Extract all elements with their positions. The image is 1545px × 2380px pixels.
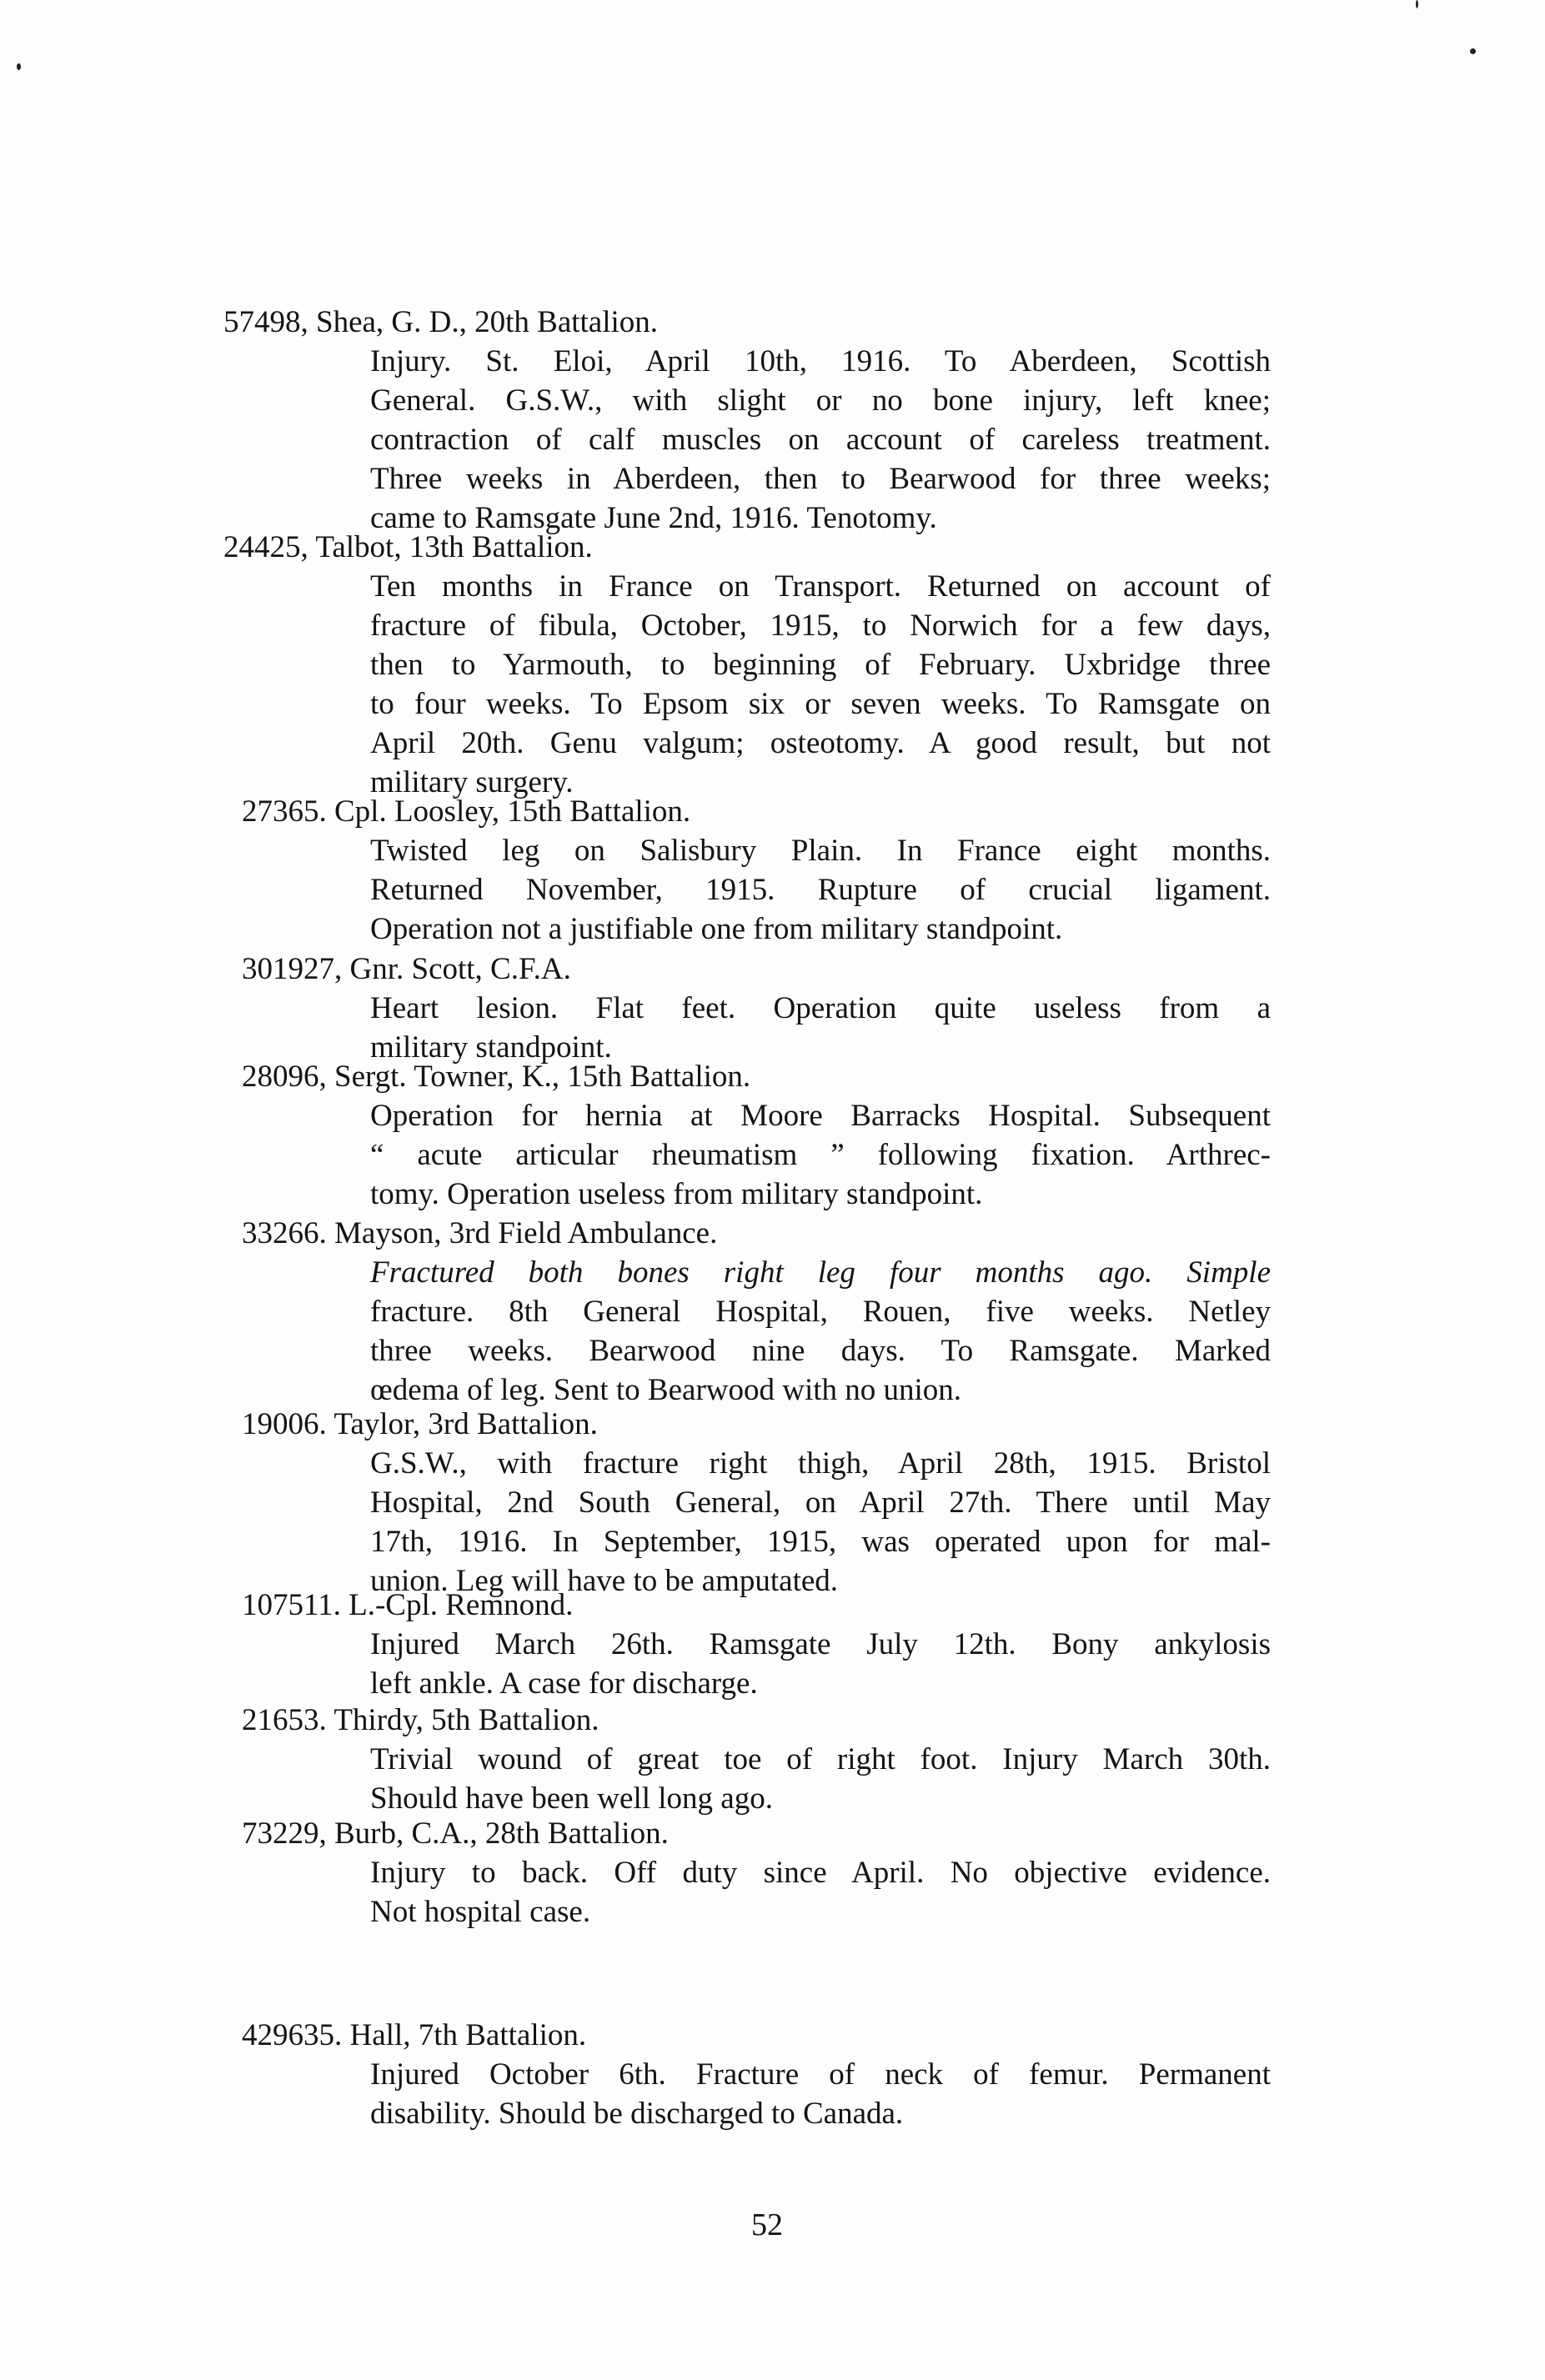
scan-speck	[1470, 48, 1476, 54]
case-text-line: Trivial wound of great toe of right foot. Injury March 30th.	[370, 1742, 1271, 1776]
case-heading: 27365. Cpl. Loosley, 15th Battalion.	[242, 794, 691, 829]
scan-speck	[17, 63, 21, 70]
case-text-line: Hospital, 2nd South General, on April 27th. There until May	[370, 1486, 1271, 1520]
case-text-line: Three weeks in Aberdeen, then to Bearwood for three weeks;	[370, 462, 1271, 496]
case-text-line: Twisted leg on Salisbury Plain. In France eight months.	[370, 834, 1271, 868]
case-text-line: military standpoint.	[370, 1030, 612, 1065]
case-text-line: Heart lesion. Flat feet. Operation quite useless from a	[370, 991, 1271, 1025]
case-text-line: Not hospital case.	[370, 1895, 591, 1929]
case-text-line: union. Leg will have to be amputated.	[370, 1564, 839, 1598]
case-heading: 19006. Taylor, 3rd Battalion.	[242, 1407, 598, 1441]
case-text-line: disability. Should be discharged to Canada.	[370, 2097, 904, 2131]
case-heading: 28096, Sergt. Towner, K., 15th Battalion.	[242, 1060, 751, 1094]
case-text-line: 17th, 1916. In September, 1915, was operated upon for mal-	[370, 1525, 1271, 1559]
case-text-line: military surgery.	[370, 765, 574, 799]
case-heading: 301927, Gnr. Scott, C.F.A.	[242, 952, 571, 986]
case-heading: 73229, Burb, C.A., 28th Battalion.	[242, 1816, 669, 1851]
case-text-line: G.S.W., with fracture right thigh, April 28th, 1915. Bristol	[370, 1446, 1271, 1481]
case-heading: 57498, Shea, G. D., 20th Battalion.	[223, 305, 659, 339]
case-text-line: April 20th. Genu valgum; osteotomy. A good result, but not	[370, 726, 1271, 760]
case-text-line: Injured March 26th. Ramsgate July 12th. Bony ankylosis	[370, 1627, 1271, 1661]
case-text-line: three weeks. Bearwood nine days. To Ramsgate. Marked	[370, 1334, 1271, 1368]
case-text-line: left ankle. A case for discharge.	[370, 1666, 758, 1701]
case-text-line: “ acute articular rheumatism ” following fixation. Arthrec-	[370, 1138, 1271, 1172]
case-text-line: to four weeks. To Epsom six or seven weeks. To Ramsgate on	[370, 687, 1271, 721]
case-text-line: tomy. Operation useless from military standpoint.	[370, 1177, 983, 1211]
case-text-line: fracture of fibula, October, 1915, to Norwich for a few days,	[370, 609, 1271, 643]
page-number: 52	[751, 2207, 783, 2242]
case-heading: 107511. L.-Cpl. Remnond.	[242, 1588, 574, 1622]
case-heading: 21653. Thirdy, 5th Battalion.	[242, 1703, 599, 1737]
case-heading: 33266. Mayson, 3rd Field Ambulance.	[242, 1216, 718, 1250]
case-text-line: General. G.S.W., with slight or no bone injury, left knee;	[370, 383, 1271, 418]
case-text-line: Injury. St. Eloi, April 10th, 1916. To Aberdeen, Scottish	[370, 344, 1271, 378]
case-text-line: Operation for hernia at Moore Barracks Hospital. Subsequent	[370, 1099, 1271, 1133]
case-text-line: Operation not a justifiable one from military standpoint.	[370, 912, 1063, 946]
case-text-line: Ten months in France on Transport. Returned on account of	[370, 569, 1271, 604]
case-text-line: came to Ramsgate June 2nd, 1916. Tenotomy.	[370, 501, 937, 535]
case-text-line: Returned November, 1915. Rupture of crucial ligament.	[370, 873, 1271, 907]
case-text-line: then to Yarmouth, to beginning of February. Uxbridge three	[370, 648, 1271, 682]
case-text-line: contraction of calf muscles on account of careless treatment.	[370, 423, 1271, 457]
case-text-line: fracture. 8th General Hospital, Rouen, five weeks. Netley	[370, 1295, 1271, 1329]
case-heading: 24425, Talbot, 13th Battalion.	[223, 530, 593, 564]
case-heading: 429635. Hall, 7th Battalion.	[242, 2018, 587, 2052]
case-text-line: Fractured both bones right leg four months ago. Simple	[370, 1255, 1271, 1290]
case-text-line: Injury to back. Off duty since April. No objective evidence.	[370, 1856, 1271, 1890]
case-text-line: œdema of leg. Sent to Bearwood with no union.	[370, 1373, 962, 1407]
case-text-line: Should have been well long ago.	[370, 1781, 773, 1816]
scan-speck	[1416, 0, 1418, 8]
case-text-line: Injured October 6th. Fracture of neck of femur. Permanent	[370, 2057, 1271, 2092]
